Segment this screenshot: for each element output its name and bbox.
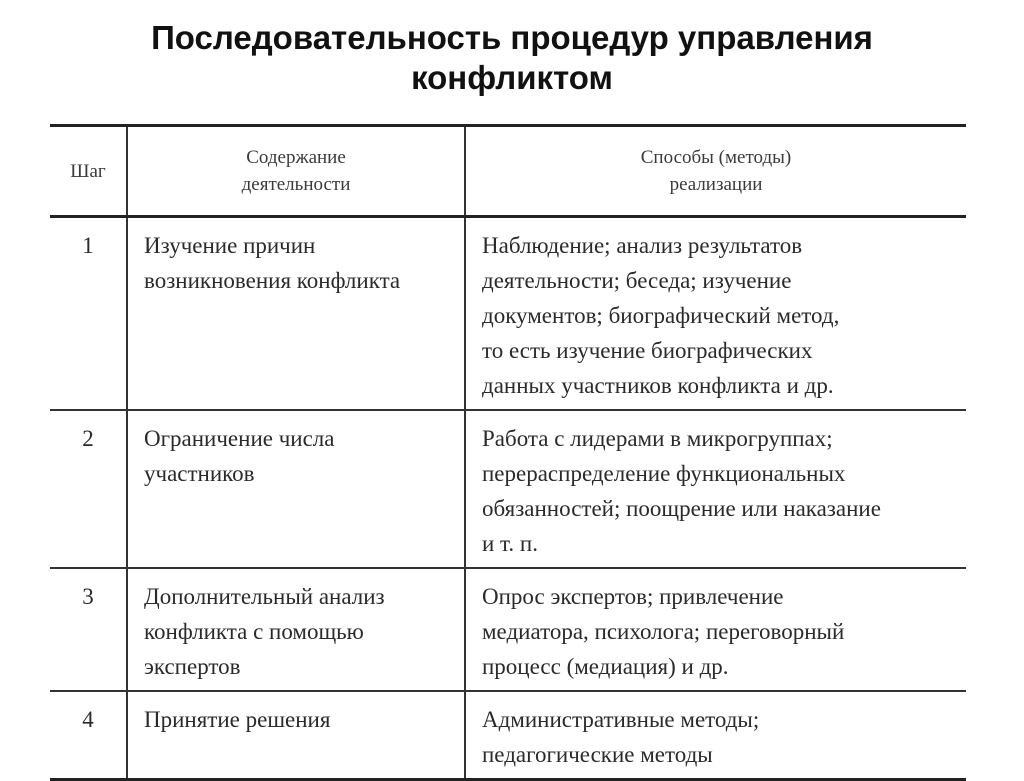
slide-title-line-1: Последовательность процедур управления — [151, 19, 873, 56]
activity-line: Дополнительный анализ — [144, 584, 385, 609]
header-methods — [465, 126, 966, 217]
methods-line: деятельности; беседа; изучение — [482, 268, 792, 293]
activity-cell — [127, 568, 465, 691]
header-step — [50, 126, 127, 217]
header-activity-line: Содержание — [246, 147, 346, 168]
methods-line: педагогические методы — [482, 742, 713, 767]
header-methods-line: реализации — [669, 174, 763, 195]
methods-line: Опрос экспертов; привлечение — [482, 584, 784, 609]
step-number-text: 1 — [82, 233, 94, 258]
procedure-table — [50, 124, 966, 781]
header-step-label: Шаг — [70, 160, 106, 182]
table-row — [50, 217, 966, 411]
activity-line: возникновения конфликта — [144, 268, 401, 293]
activity-line: участников — [144, 461, 255, 486]
methods-cell — [465, 217, 966, 411]
slide-title — [0, 18, 1024, 98]
table-header-row — [50, 126, 966, 217]
methods-line: Административные методы; — [482, 707, 760, 732]
activity-line: Ограничение числа — [144, 426, 335, 451]
methods-cell — [465, 691, 966, 780]
step-number — [50, 568, 127, 691]
activity-line: Изучение причин — [144, 233, 316, 258]
methods-line: и т. п. — [482, 531, 538, 556]
table-row — [50, 691, 966, 780]
methods-line: перераспределение функциональных — [482, 461, 846, 486]
methods-cell — [465, 568, 966, 691]
methods-line: то есть изучение биографических — [482, 338, 813, 363]
methods-line: документов; биографический метод, — [482, 303, 840, 328]
activity-cell — [127, 410, 465, 568]
slide-title-line-2: конфликтом — [411, 59, 613, 96]
step-number-text: 3 — [82, 584, 94, 609]
methods-line: обязанностей; поощрение или наказание — [482, 496, 881, 521]
table-row — [50, 410, 966, 568]
step-number-text: 2 — [82, 426, 94, 451]
activity-line: экспертов — [144, 654, 241, 679]
step-number — [50, 217, 127, 411]
activity-line: конфликта с помощью — [144, 619, 364, 644]
methods-line: Наблюдение; анализ результатов — [482, 233, 803, 258]
header-activity — [127, 126, 465, 217]
step-number — [50, 691, 127, 780]
methods-line: процесс (медиация) и др. — [482, 654, 729, 679]
methods-line: данных участников конфликта и др. — [482, 373, 834, 398]
methods-cell — [465, 410, 966, 568]
table-row — [50, 568, 966, 691]
activity-line: Принятие решения — [144, 707, 331, 732]
step-number — [50, 410, 127, 568]
header-methods-line: Способы (методы) — [640, 147, 792, 168]
table-header — [50, 126, 966, 217]
step-number-text: 4 — [82, 707, 94, 732]
activity-cell — [127, 691, 465, 780]
methods-line: медиатора, психолога; переговорный — [482, 619, 845, 644]
header-activity-line: деятельности — [241, 174, 351, 195]
methods-line: Работа с лидерами в микрогруппах; — [482, 426, 833, 451]
table-body — [50, 217, 966, 780]
activity-cell — [127, 217, 465, 411]
